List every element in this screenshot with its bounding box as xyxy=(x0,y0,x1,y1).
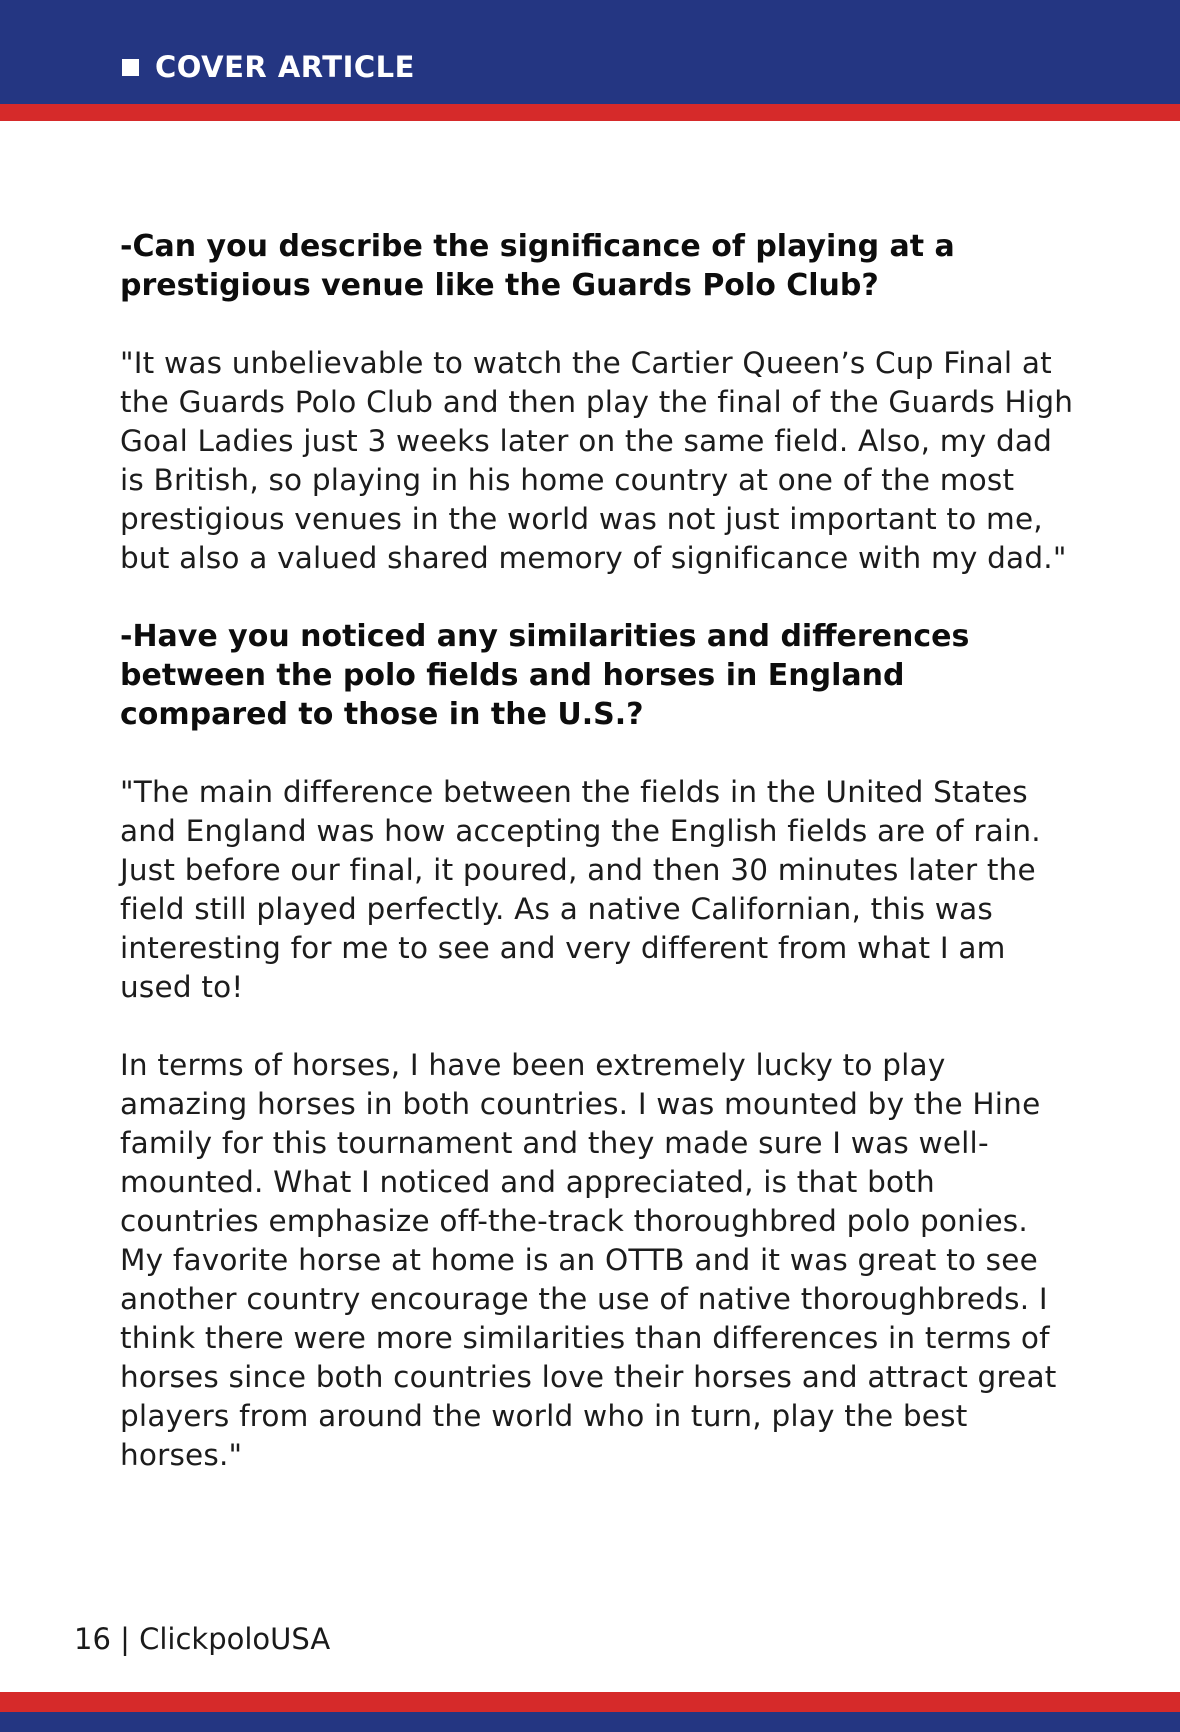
square-bullet-icon xyxy=(122,59,139,76)
section-label xyxy=(122,50,415,84)
question-1: -Can you describe the significance of playing at a prestigious venue like the Guards Polo Club? xyxy=(120,229,955,303)
spacer xyxy=(120,734,1080,773)
section-label-text: COVER ARTICLE xyxy=(155,50,415,84)
header-red-stripe xyxy=(0,104,1180,121)
header-bar xyxy=(0,0,1180,104)
answer-2-paragraph-2: In terms of horses, I have been extremely lucky to play amazing horses in both countries. I was mounted by the Hine family for this tournament and they made sure I was well-mounted. What I noticed and appreciated, is that both countries emphasize off-the-track thoroughbred polo ponies. My favorite horse at home is an OTTB and it was great to see another country encourage the use of native thoroughbreds. I think there were more similarities than differences in terms of horses since both countries love their horses and attract great players from around the world who in turn, play the best horses." xyxy=(120,1048,1057,1472)
answer-2-paragraph-1: "The main difference between the fields in the United States and England was how accepting the English fields are of rain. Just before our final, it poured, and then 30 minutes later the field still played perfectly. As a native Californian, this was interesting for me to see and very different from what I am used to! xyxy=(120,775,1041,1004)
answer-1: "It was unbelievable to watch the Cartier Queen’s Cup Final at the Guards Polo Club and then play the final of the Guards High Goal Ladies just 3 weeks later on the same field. Also, my dad is British, so playing in his home country at one of the most prestigious venues in the world was not just important to me, but also a valued shared memory of significance with my dad." xyxy=(120,346,1074,575)
question-2: -Have you noticed any similarities and differences between the polo fields and horses in England compared to those in the U.S.? xyxy=(120,619,970,732)
spacer xyxy=(120,578,1080,617)
footer-bar xyxy=(0,1712,1180,1732)
spacer xyxy=(120,305,1080,344)
article-body xyxy=(120,227,1080,1475)
page-footer: 16 | ClickpoloUSA xyxy=(74,1622,331,1656)
spacer xyxy=(120,1007,1080,1046)
footer-red-stripe xyxy=(0,1692,1180,1712)
